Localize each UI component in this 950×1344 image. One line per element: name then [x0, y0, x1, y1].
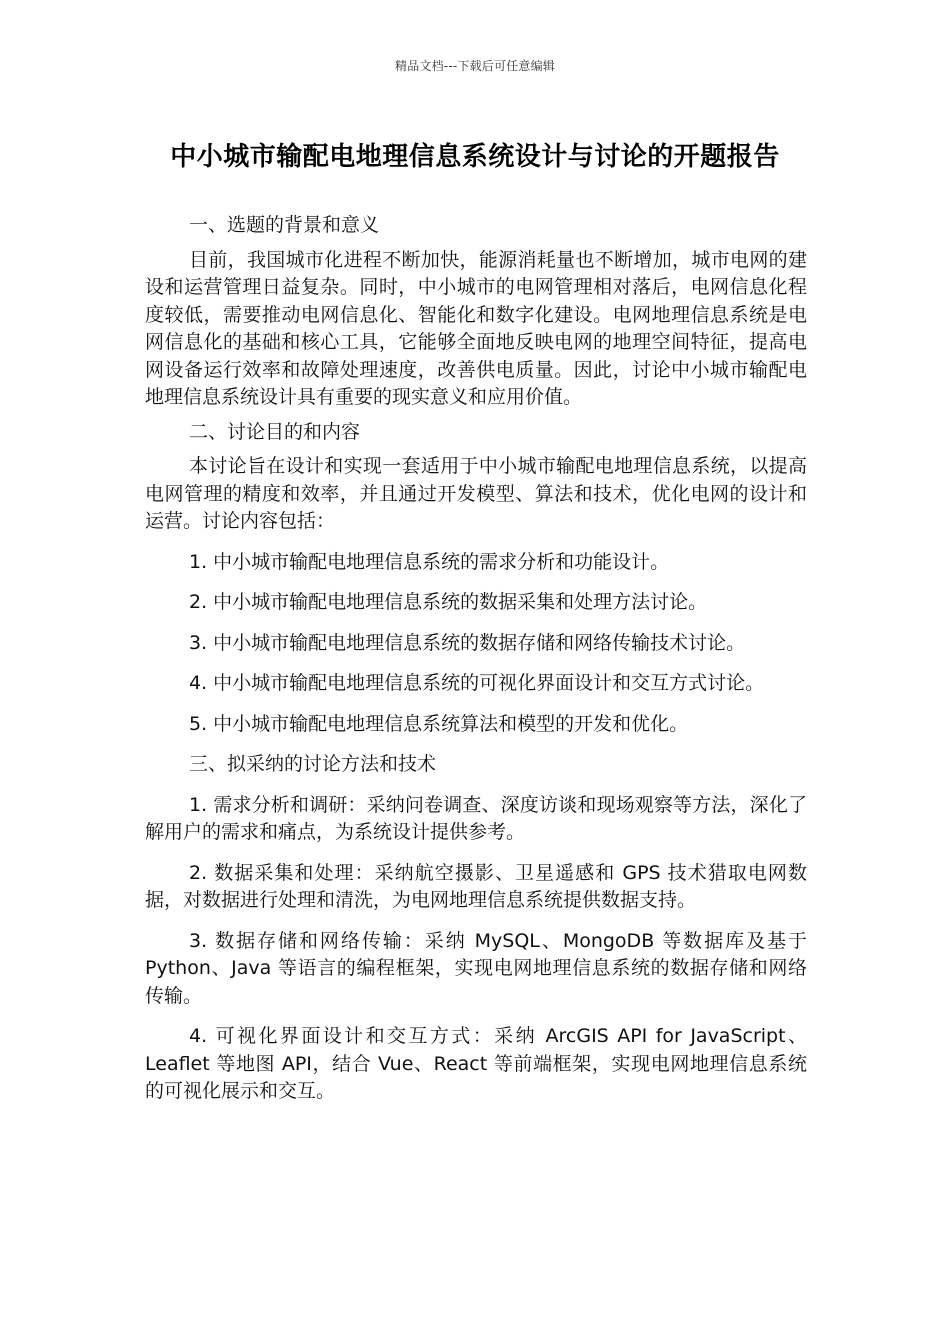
section-3-item-3: 3. 数据存储和网络传输：采纳 MySQL、MongoDB 等数据库及基于 Python、Java 等语言的编程框架，实现电网地理信息系统的数据存储和网络传输。 — [145, 929, 807, 1007]
section-3-item-1: 1. 需求分析和调研：采纳问卷调查、深度访谈和现场观察等方法，深化了解用户的需求和痛点，为系统设计提供参考。 — [145, 793, 807, 843]
section-2-item-4: 4. 中小城市输配电地理信息系统的可视化界面设计和交互方式讨论。 — [189, 672, 765, 694]
section-2-item-1: 1. 中小城市输配电地理信息系统的需求分析和功能设计。 — [189, 550, 670, 573]
header-note: 精品文档---下载后可任意编辑 — [395, 59, 555, 73]
section-3-heading: 三、拟采纳的讨论方法和技术 — [189, 753, 437, 775]
document-body — [145, 212, 807, 1106]
section-2-item-2: 2. 中小城市输配电地理信息系统的数据采集和处理方法讨论。 — [189, 591, 708, 613]
section-1-paragraph: 目前，我国城市化进程不断加快，能源消耗量也不断增加，城市电网的建设和运营管理日益复杂。同时，中小城市的电网管理相对落后，电网信息化程度较低，需要推动电网信息化、智能化和数字化建设。电网地理信息系统是电网信息化的基础和核心工具，它能够全面地反映电网的地理空间特征，提高电网设备运行效率和故障处理速度，改善供电质量。因此，讨论中小城市输配电地理信息系统设计具有重要的现实意义和应用价值。 — [145, 248, 807, 408]
section-3-item-4: 4. 可视化界面设计和交互方式：采纳 ArcGIS API for JavaScript、Leaflet 等地图 API，结合 Vue、React 等前端框架，实现电网地理信息系统的可视化展示和交互。 — [145, 1025, 807, 1102]
section-2-heading: 二、讨论目的和内容 — [189, 420, 361, 443]
document-title: 中小城市输配电地理信息系统设计与讨论的开题报告 — [170, 142, 780, 172]
section-2-paragraph: 本讨论旨在设计和实现一套适用于中小城市输配电地理信息系统，以提高电网管理的精度和效率，并且通过开发模型、算法和技术，优化电网的设计和运营。讨论内容包括： — [145, 455, 807, 532]
section-1-heading: 一、选题的背景和意义 — [189, 214, 380, 236]
section-2-item-3: 3. 中小城市输配电地理信息系统的数据存储和网络传输技术讨论。 — [189, 631, 746, 654]
section-2-item-5: 5. 中小城市输配电地理信息系统算法和模型的开发和优化。 — [189, 712, 689, 735]
section-3-item-2: 2. 数据采集和处理：采纳航空摄影、卫星遥感和 GPS 技术猎取电网数据，对数据进行处理和清洗，为电网地理信息系统提供数据支持。 — [145, 861, 807, 911]
